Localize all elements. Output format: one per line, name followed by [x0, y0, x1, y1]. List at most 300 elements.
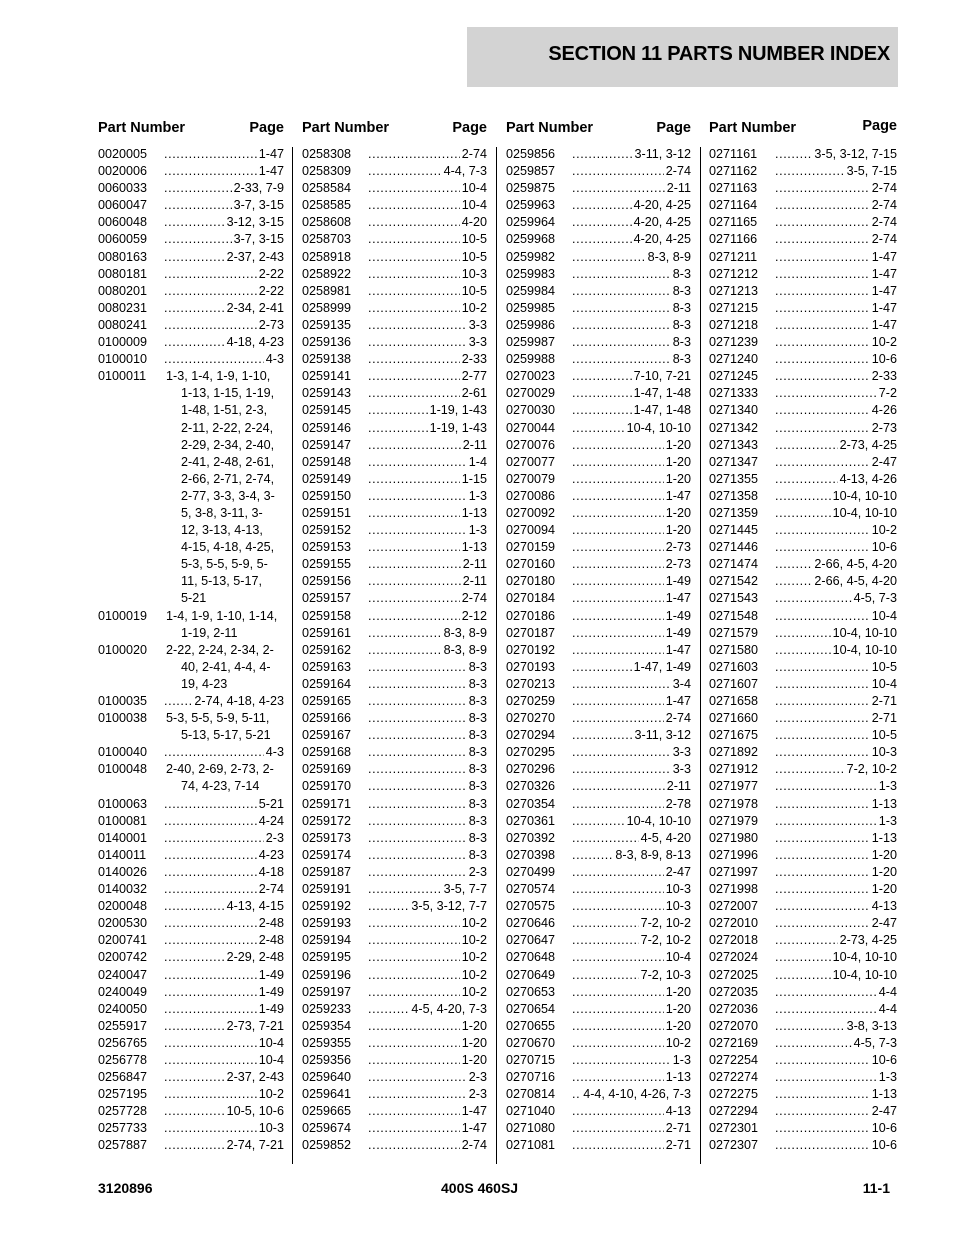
part-number: 0271218: [709, 317, 759, 332]
page-ref: 1-47: [871, 317, 897, 332]
page-ref-group: [570, 693, 691, 710]
page-ref: 10-6: [871, 1138, 897, 1153]
index-entry: [302, 967, 487, 984]
part-number: 0259194: [302, 933, 352, 948]
dot-leader: [775, 864, 870, 881]
page-ref: 2-3: [265, 830, 284, 845]
page-ref: 8-3: [672, 300, 691, 315]
page-ref: 2-77: [461, 369, 487, 384]
part-number: 0256765: [98, 1035, 148, 1050]
page-ref-group: [366, 676, 487, 693]
page-ref: 10-4, 10-10: [832, 642, 897, 657]
part-number: 0020006: [98, 164, 148, 179]
page-ref-group: [162, 847, 284, 864]
dot-leader: [572, 625, 664, 642]
index-entry: [302, 847, 487, 864]
page-ref: 8-3: [672, 317, 691, 332]
page-ref-group: [570, 984, 691, 1001]
dot-leader: [775, 573, 812, 590]
dot-leader: [164, 693, 192, 710]
page-ref-group: [773, 1035, 897, 1052]
index-entry: [709, 180, 897, 197]
part-number: 0270076: [506, 437, 556, 452]
dot-leader: [572, 693, 664, 710]
page-ref-group: [773, 402, 897, 419]
dot-leader: [775, 385, 877, 402]
page-ref: 1-20: [871, 864, 897, 879]
index-entry: [506, 573, 691, 590]
index-entry: [709, 317, 897, 334]
page-ref-group: [773, 915, 897, 932]
page-ref: 2-11: [462, 557, 487, 572]
part-number: 0259158: [302, 608, 352, 623]
index-entry: [98, 368, 284, 607]
dot-leader: [572, 556, 664, 573]
page-ref: 1-3: [878, 779, 897, 794]
index-entry: [709, 522, 897, 539]
page-ref: 2-11: [666, 181, 691, 196]
page-ref-group: [570, 1120, 691, 1137]
dot-leader: [164, 1103, 225, 1120]
index-entry: [709, 505, 897, 522]
part-number: 0259665: [302, 1104, 352, 1119]
page-ref: 3-7, 3-15: [233, 198, 284, 213]
page-ref-group: [366, 659, 487, 676]
index-entry: [302, 214, 487, 231]
index-entry: [506, 368, 691, 385]
page-ref: 2-37, 2-43: [226, 249, 284, 264]
index-entry: [98, 967, 284, 984]
page-ref: 1-20: [665, 454, 691, 469]
page-ref: 2-3: [468, 864, 487, 879]
index-entry: [709, 368, 897, 385]
dot-leader: [164, 744, 264, 761]
page-ref: 1-47: [461, 1121, 487, 1136]
page-ref-group: [773, 830, 897, 847]
index-entry: [709, 471, 897, 488]
index-entry: [506, 625, 691, 642]
page-ref-group: [366, 590, 487, 607]
part-number: 0259233: [302, 1001, 352, 1016]
page-ref: 10-5: [461, 249, 487, 264]
index-entry: [302, 317, 487, 334]
page-ref: 1-19, 1-43: [429, 420, 487, 435]
page-ref: 4-4: [878, 984, 897, 999]
page-ref-group: [366, 949, 487, 966]
part-number: 0271212: [709, 266, 759, 281]
page-ref: 1-3: [468, 488, 487, 503]
dot-leader: [368, 573, 461, 590]
page-ref: 2-73, 4-25: [839, 437, 897, 452]
part-number: 0259161: [302, 625, 352, 640]
dot-leader: [572, 1052, 671, 1069]
part-number: 0272018: [709, 933, 759, 948]
dot-leader: [368, 505, 460, 522]
index-entry: [98, 1120, 284, 1137]
part-number: 0257733: [98, 1121, 148, 1136]
dot-leader: [368, 1035, 460, 1052]
index-entry: [302, 385, 487, 402]
part-number: 0271997: [709, 864, 759, 879]
part-number: 0258922: [302, 266, 352, 281]
page-ref: 8-3, 8-9: [443, 642, 487, 657]
index-entry: [506, 744, 691, 761]
part-number: 0271977: [709, 779, 759, 794]
page-ref-group: [773, 864, 897, 881]
part-number: 0270653: [506, 984, 556, 999]
index-entry: [302, 368, 487, 385]
page-ref: 1-47: [871, 249, 897, 264]
page-ref: 2-74: [871, 198, 897, 213]
page-ref: 4-24: [258, 813, 284, 828]
index-entry: [302, 334, 487, 351]
dot-leader: [164, 1120, 257, 1137]
column-header: [98, 118, 284, 146]
page-ref-group: [773, 1137, 897, 1154]
part-number: 0271081: [506, 1138, 556, 1153]
dot-leader: [572, 454, 664, 471]
page-ref-group: [366, 300, 487, 317]
index-entry: [98, 317, 284, 334]
dot-leader: [572, 437, 664, 454]
dot-leader: [572, 488, 664, 505]
dot-leader: [164, 984, 257, 1001]
index-entry: [709, 949, 897, 966]
page-ref: 2-61: [461, 386, 487, 401]
index-entry: [302, 864, 487, 881]
page-ref: 1-20: [665, 437, 691, 452]
index-entry: [506, 710, 691, 727]
dot-leader: [572, 505, 664, 522]
part-number: 0271445: [709, 523, 759, 538]
page-ref: 3-11, 3-12: [634, 728, 691, 743]
page-ref-line: 5-3, 5-5, 5-9, 5-: [181, 557, 268, 572]
page-ref: 8-3: [468, 779, 487, 794]
page-ref: 1-4: [468, 454, 487, 469]
dot-leader: [368, 385, 460, 402]
page-ref-line: 2-41, 2-48, 2-61,: [181, 454, 275, 469]
page-ref-group: [162, 1086, 284, 1103]
page-ref-group: [162, 744, 284, 761]
part-number: 0259968: [506, 232, 556, 247]
page-ref: 4-13, 4-26: [839, 471, 897, 486]
index-entry: [302, 163, 487, 180]
dot-leader: [368, 984, 460, 1001]
part-number: 0259196: [302, 967, 352, 982]
index-entry: [98, 796, 284, 813]
part-number: 0270295: [506, 745, 556, 760]
index-entry: [302, 1137, 487, 1154]
part-number: 0271161: [709, 147, 758, 161]
part-number: 0271347: [709, 454, 759, 469]
part-number: 0140026: [98, 864, 148, 879]
page-ref: 10-4: [258, 1035, 284, 1050]
part-number: 0271165: [709, 215, 758, 230]
page-ref-group: [570, 932, 691, 949]
index-entry: [98, 608, 284, 642]
index-rows: [98, 146, 284, 1155]
page-ref-group: [773, 1086, 897, 1103]
page-ref: 4-18: [258, 864, 284, 879]
dot-leader: [572, 778, 665, 795]
page-ref: 1-47: [258, 147, 284, 161]
page-ref: 10-4, 10-10: [832, 950, 897, 965]
page-ref: 2-73: [665, 540, 691, 555]
dot-leader: [775, 1120, 870, 1137]
dot-leader: [368, 471, 460, 488]
page-ref: 4-3: [265, 745, 284, 760]
page-ref-group: [773, 642, 897, 659]
page-ref-group: [162, 693, 284, 710]
dot-leader: [572, 231, 632, 248]
dot-leader: [368, 830, 467, 847]
page-header: Page: [249, 120, 284, 136]
index-entry: [506, 984, 691, 1001]
part-number: 0020005: [98, 147, 148, 161]
page-ref: 10-5: [461, 283, 487, 298]
index-entry: [709, 761, 897, 778]
part-number: 0259172: [302, 813, 352, 828]
page-ref: 10-4, 10-10: [832, 488, 897, 503]
index-entry: [709, 796, 897, 813]
part-number: 0259674: [302, 1121, 352, 1136]
part-number: 0270354: [506, 796, 556, 811]
page-ref: 1-20: [665, 1018, 691, 1033]
page-ref-group: [162, 351, 284, 368]
index-entry: [506, 590, 691, 607]
page-ref: 1-49: [258, 1001, 284, 1016]
part-number: 0271579: [709, 625, 759, 640]
part-number: 0270814: [506, 1087, 556, 1102]
index-entry: [98, 830, 284, 847]
index-entry: [506, 300, 691, 317]
dot-leader: [368, 368, 460, 385]
part-number: 0271542: [709, 574, 759, 589]
dot-leader: [572, 847, 613, 864]
index-entry: [506, 385, 691, 402]
page-ref-group: [773, 727, 897, 744]
page-ref-group: [162, 283, 284, 300]
page-ref-group: [773, 454, 897, 471]
index-entry: [98, 300, 284, 317]
page-ref-group: [570, 625, 691, 642]
page-ref-group: [366, 710, 487, 727]
dot-leader: [775, 1086, 870, 1103]
page-ref: 4-5, 4-20: [640, 830, 691, 845]
part-number: 0200048: [98, 899, 148, 914]
dot-leader: [368, 898, 409, 915]
page-ref-group: [570, 420, 691, 437]
index-entry: [506, 1001, 691, 1018]
index-entry: [98, 813, 284, 830]
dot-leader: [775, 796, 870, 813]
part-number: 0080231: [98, 300, 148, 315]
index-column-3: [506, 118, 691, 1155]
page-ref-group: [366, 1103, 487, 1120]
page-ref: 8-3: [468, 728, 487, 743]
part-number: 0270646: [506, 916, 556, 931]
page-ref: 1-15: [461, 471, 487, 486]
part-number: 0240047: [98, 967, 148, 982]
part-number: 0140011: [98, 847, 147, 862]
dot-leader: [572, 710, 664, 727]
index-entry: [506, 214, 691, 231]
page-ref-group: [366, 1035, 487, 1052]
page-ref-group: [162, 163, 284, 180]
part-number: 0259197: [302, 984, 352, 999]
dot-leader: [164, 813, 257, 830]
page-ref: 4-5, 4-20, 7-3: [411, 1001, 487, 1016]
index-entry: [302, 932, 487, 949]
dot-leader: [775, 1103, 870, 1120]
part-number: 0080241: [98, 317, 148, 332]
page-ref-group: [570, 231, 691, 248]
part-number: 0270092: [506, 505, 556, 520]
index-entry: [709, 283, 897, 300]
page-ref-group: [570, 283, 691, 300]
page-ref: 2-22: [258, 266, 284, 281]
part-number: 0270575: [506, 899, 556, 914]
index-entry: [98, 266, 284, 283]
part-number: 0271358: [709, 488, 759, 503]
dot-leader: [572, 334, 671, 351]
dot-leader: [572, 676, 671, 693]
part-number: 0259195: [302, 950, 352, 965]
part-number-header: Part Number: [506, 120, 594, 136]
page-ref: 8-3, 8-9: [443, 625, 487, 640]
page-ref-group: [570, 163, 691, 180]
page-ref-group: [570, 830, 691, 847]
part-number: 0270296: [506, 762, 556, 777]
dot-leader: [775, 249, 870, 266]
page-ref-group: [162, 197, 284, 214]
index-entry: [506, 949, 691, 966]
page-ref-line: 5-13, 5-17, 5-21: [181, 728, 271, 743]
index-entry: [302, 949, 487, 966]
index-entry: [506, 915, 691, 932]
part-number: 0272007: [709, 899, 759, 914]
part-number: 0270213: [506, 676, 556, 691]
page-ref: 8-3, 8-9: [647, 249, 691, 264]
dot-leader: [572, 1103, 664, 1120]
page-ref-group: [366, 881, 487, 898]
dot-leader: [164, 300, 225, 317]
part-number: 0258703: [302, 232, 352, 247]
dot-leader: [572, 180, 665, 197]
page-ref-group: [570, 659, 691, 676]
dot-leader: [368, 317, 467, 334]
part-number: 0272035: [709, 984, 759, 999]
part-number: 0259354: [302, 1018, 352, 1033]
page-ref-group: [773, 932, 897, 949]
index-entry: [709, 556, 897, 573]
page-ref-group: [773, 676, 897, 693]
part-number: 0272070: [709, 1018, 759, 1033]
page-ref-group: [773, 693, 897, 710]
dot-leader: [775, 505, 831, 522]
page-ref: 4-20, 4-25: [633, 198, 691, 213]
dot-leader: [572, 915, 639, 932]
section-title: SECTION 11 PARTS NUMBER INDEX: [548, 43, 890, 65]
part-number: 0271543: [709, 591, 759, 606]
part-number: 0200742: [98, 950, 148, 965]
page-ref-line: 1-4, 1-9, 1-10, 1-14,: [166, 608, 278, 623]
index-entry: [302, 505, 487, 522]
page-ref: 1-20: [871, 882, 897, 897]
page-ref: 2-73: [871, 420, 897, 435]
part-number: 0259355: [302, 1035, 352, 1050]
page-ref: 8-3: [468, 676, 487, 691]
part-number: 0272169: [709, 1035, 759, 1050]
page-ref: 10-2: [871, 335, 897, 350]
index-entry: [506, 266, 691, 283]
page-ref-group: [366, 231, 487, 248]
part-number: 0259153: [302, 540, 352, 555]
page-ref-group: [570, 488, 691, 505]
index-entry: [302, 1001, 487, 1018]
page-ref-group: [773, 1018, 897, 1035]
page-ref: 10-4, 10-10: [832, 505, 897, 520]
index-entry: [302, 744, 487, 761]
page-ref-group: [366, 197, 487, 214]
index-entry: [302, 1103, 487, 1120]
part-number: 0271213: [709, 283, 759, 298]
page-ref: 1-3: [468, 523, 487, 538]
page-ref: 10-3: [258, 1121, 284, 1136]
index-entry: [302, 1069, 487, 1086]
dot-leader: [572, 1086, 581, 1103]
dot-leader: [775, 266, 870, 283]
part-number: 0258585: [302, 198, 352, 213]
part-number: 0271548: [709, 608, 759, 623]
page-ref-group: [366, 932, 487, 949]
page-ref-group: [570, 967, 691, 984]
index-entry: [506, 932, 691, 949]
index-rows: [302, 146, 487, 1155]
page-refs-multiline: [162, 368, 284, 607]
part-number: 0259151: [302, 505, 352, 520]
page-ref-group: [366, 1120, 487, 1137]
page-ref-group: [570, 608, 691, 625]
part-number: 0256847: [98, 1070, 148, 1085]
index-entry: [98, 197, 284, 214]
index-entry: [98, 163, 284, 180]
page-ref-group: [366, 744, 487, 761]
index-entry: [302, 197, 487, 214]
page-header: Page: [862, 118, 897, 134]
index-entry: [98, 693, 284, 710]
page-ref: 1-47: [871, 283, 897, 298]
index-entry: [98, 1069, 284, 1086]
index-entry: [709, 231, 897, 248]
dot-leader: [368, 847, 467, 864]
index-entry: [506, 693, 691, 710]
index-entry: [302, 1035, 487, 1052]
dot-leader: [775, 676, 870, 693]
dot-leader: [775, 539, 870, 556]
dot-leader: [775, 932, 838, 949]
index-entry: [506, 522, 691, 539]
page-ref: 3-12, 3-15: [226, 215, 284, 230]
page-ref: 8-3: [468, 813, 487, 828]
part-number: 0259193: [302, 916, 352, 931]
dot-leader: [572, 197, 632, 214]
page-ref: 5-21: [258, 796, 284, 811]
page-ref-group: [366, 642, 487, 659]
index-entry: [709, 710, 897, 727]
part-number: 0200741: [98, 933, 148, 948]
index-entry: [709, 778, 897, 795]
